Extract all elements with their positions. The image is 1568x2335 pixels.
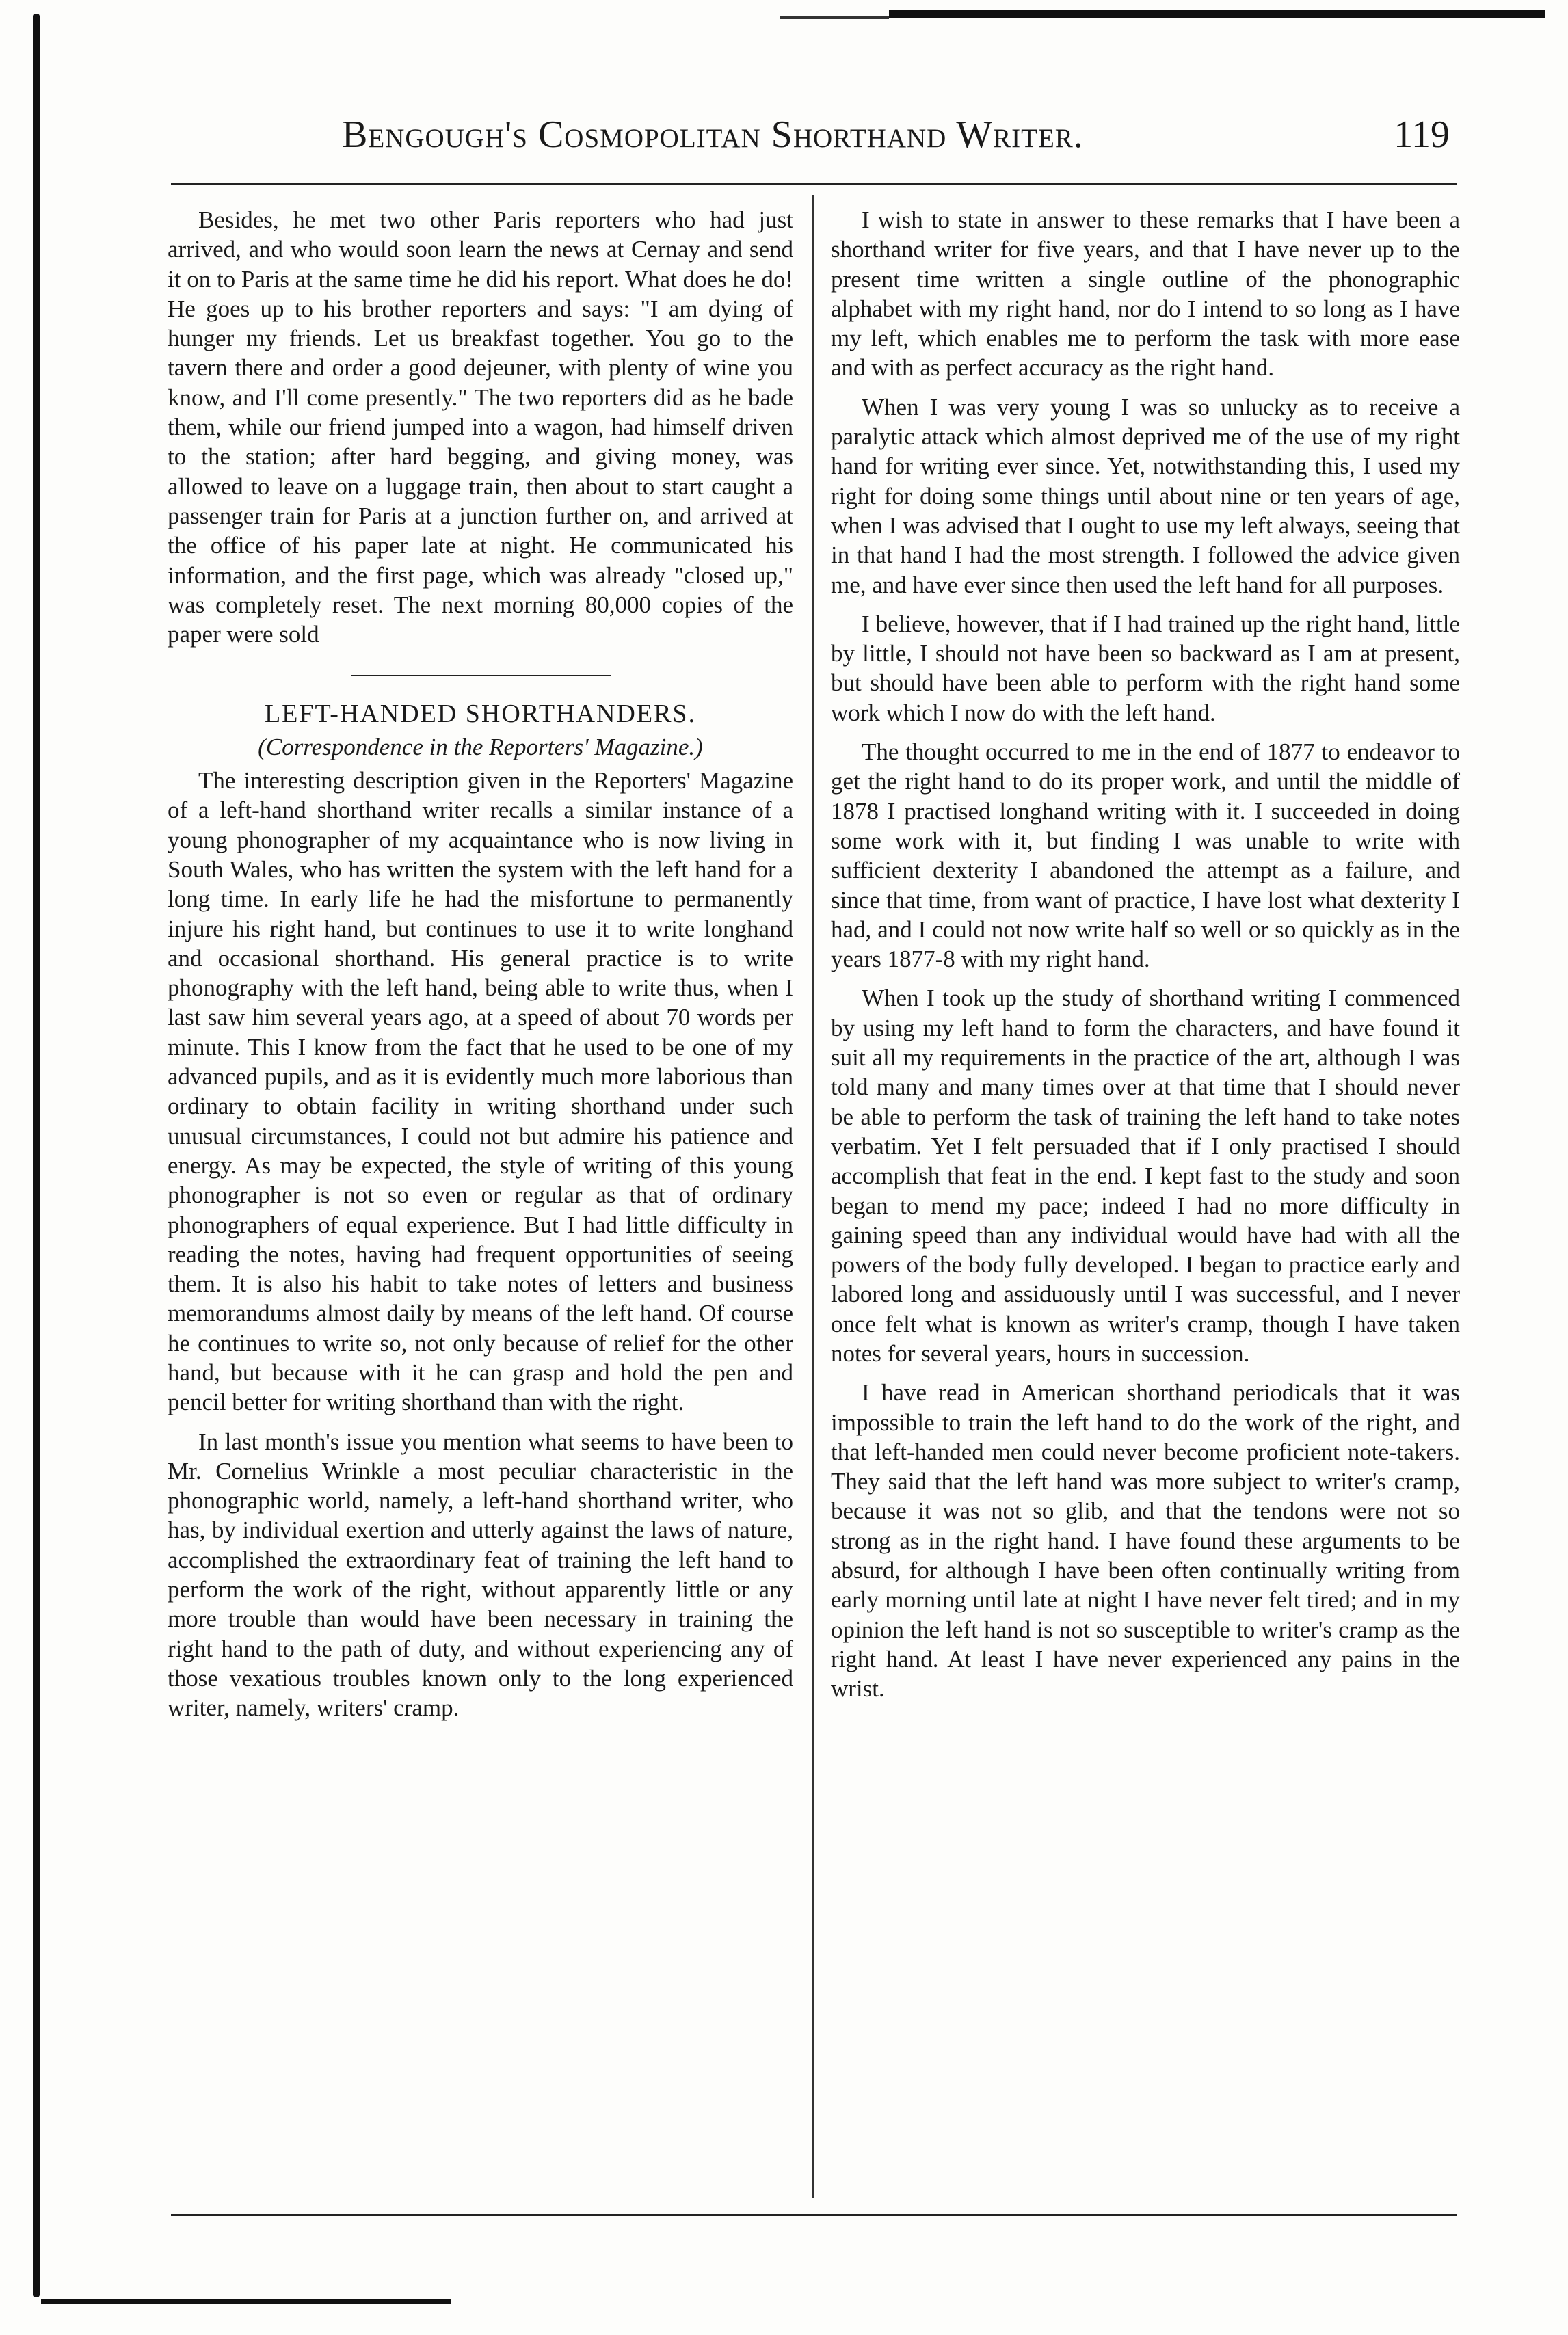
section-heading: LEFT-HANDED SHORTHANDERS. — [264, 699, 697, 729]
right-column — [831, 205, 1460, 1704]
running-head — [171, 113, 1470, 168]
top-edge-rule — [889, 10, 1545, 18]
section-paragraph: The interesting description given in the Reporters' Magazine of a left-hand shorthand writer recalls a similar instance of a young phonographer of my acquaintance who is now living in South Wales, who has written the system with the left hand for a long time. In early life he had the misfortune to permanently injure his right hand, but continues to use it to write longhand and occasional shorthand. His general practice is to write phonography with the left hand, being able to write thus, when I last saw him several years ago, at a speed of about 70 words per minute. This I know from the fact that he used to be one of my advanced pupils, and as it is evidently much more laborious than ordinary to obtain facility in writing shorthand under such unusual circumstances, I could not but admire his patience and energy. As may be expected, the style of writing of this young phonographer is not so even or regular as that of ordinary phonographers of equal experience. But I had little difficulty in reading the notes, having had frequent opportunities of seeing them. It is also his habit to take notes of letters and business memorandums almost daily by means of the left hand. Of course he continues to write so, not only because of relief for the other hand, but because with it he can grasp and hold the pen and pencil better for writing shorthand than with the right. — [168, 767, 793, 1416]
running-title: Bengough's Cosmopolitan Shorthand Writer. — [342, 114, 1084, 156]
header-rule — [171, 183, 1457, 185]
left-column — [168, 205, 793, 1723]
section-source-line: (Correspondence in the Reporters' Magazine.) — [258, 733, 703, 760]
letter-paragraph: The thought occurred to me in the end of 1877 to endeavor to get the right hand to do its proper work, and until the middle of 1878 I practised longhand writing with it. I succeeded in doing some work with it, but finding I was unable to write with sufficient dexterity I abandoned the attempt as a failure, and since that time, from want of practice, I have lost what dexterity I had, and I could not now write half so well or so quickly as in the years 1877-8 with my right hand. — [831, 738, 1460, 973]
footer-rule — [171, 2214, 1457, 2216]
section-paragraph: In last month's issue you mention what seems to have been to Mr. Cornelius Wrinkle a most peculiar characteristic in the phonographic world, namely, a left-hand shorthand writer, who has, by individual exertion and utterly against the laws of nature, accomplished the extraordinary feat of training the left hand to perform the work of the right, without apparently little or any more trouble than would have been necessary in training the right hand to the path of duty, and without experiencing any of those vexatious troubles known only to the long experienced writer, namely, writers' cramp. — [168, 1428, 793, 1722]
page-bottom-edge — [41, 2299, 451, 2304]
column-divider — [812, 195, 814, 2198]
letter-paragraph: I have read in American shorthand periodicals that it was impossible to train the left hand to do the work of the right, and that left-handed men could never become proficient note-takers. They said that the left hand was more subject to writer's cramp, because it was not so glib, and that the tendons were not so strong as in the right hand. I have found these arguments to be absurd, for although I have been often continually writing from early morning until late at night I have never felt tired; and in my opinion the left hand is not so susceptible to writer's cramp as the right hand. At least I have never experienced any pains in the wrist. — [831, 1379, 1460, 1703]
letter-paragraph: When I was very young I was so unlucky as to receive a paralytic attack which almost deprived me of the use of my right hand for writing ever since. Yet, notwithstanding this, I used my right for doing some things until about nine or ten years of age, when I was advised that I ought to use my left always, seeing that in that hand I had the most strength. I followed the advice given me, and have ever since then used the left hand for all purposes. — [831, 393, 1460, 598]
letter-paragraph: I believe, however, that if I had trained up the right hand, little by little, I should not have been so backward as I am at present, but should have been able to perform with the right hand some work which I now do with the left hand. — [831, 610, 1460, 726]
top-edge-rule-thin — [780, 16, 889, 19]
letter-paragraph: When I took up the study of shorthand writing I commenced by using my left hand to form the characters, and have found it suit all my requirements in the practice of the art, although I was told many and many times over at that time that I should never be able to perform the task of training the left hand to take notes verbatim. Yet I felt persuaded that if I only practised I should accomplish that feat in the end. I kept fast to the study and soon began to mend my pace; indeed I had no more difficulty in gaining speed than any individual would have had with all the powers of the body fully developed. I began to practice early and labored long and assiduously until I was successful, and I never once felt what is known as writer's cramp, though I have taken notes for several years, hours in succession. — [831, 985, 1460, 1367]
page-number: 119 — [1394, 114, 1450, 156]
letter-paragraph: I wish to state in answer to these remarks that I have been a shorthand writer for five years, and that I have never up to the present time written a single outline of the phonographic alphabet with my right hand, nor do I intend to so long as I have my left, which enables me to perform the task with more ease and with as perfect accuracy as the right hand. — [831, 206, 1460, 382]
article-continuation-paragraph: Besides, he met two other Paris reporters who had just arrived, and who would soon learn the news at Cernay and send it on to Paris at the same time he did his report. What does he do! He goes up to his brother reporters and says: "I am dying of hunger my friends. Let us breakfast together. You go to the tavern there and order a good dejeuner, with plenty of wine you know, and I'll come presently." The two reporters did as he bade them, while our friend jumped into a wagon, had himself driven to the station; after hard begging, and giving money, was allowed to leave on a luggage train, then about to start caught a passenger train for Paris at a junction further on, and arrived at the office of his paper late at night. He communicated his information, and the first page, which was already "closed up," was completely reset. The next morning 80,000 copies of the paper were sold — [168, 206, 793, 648]
section-divider — [351, 675, 611, 676]
page-binding-edge — [33, 14, 40, 2297]
